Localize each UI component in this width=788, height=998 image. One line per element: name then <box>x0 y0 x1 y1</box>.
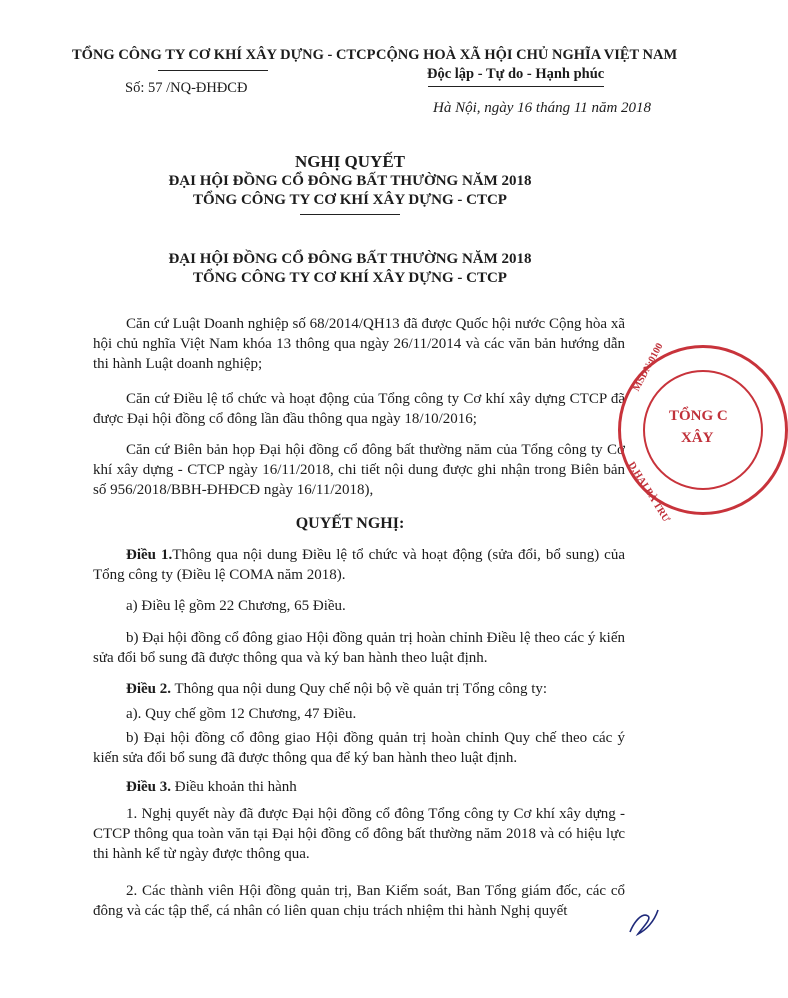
seal-text-top: MSDN:0100 <box>631 341 666 394</box>
signature-initial-mark <box>624 902 664 942</box>
doc-number: Số: 57 /NQ-ĐHĐCĐ <box>125 80 248 96</box>
issuer-line-1: ĐẠI HỘI ĐỒNG CỔ ĐÔNG BẤT THƯỜNG NĂM 2018 <box>168 251 532 267</box>
document-title: NGHỊ QUYẾT <box>294 152 406 171</box>
country-name: CỘNG HOÀ XÃ HỘI CHỦ NGHĨA VIỆT NAM <box>376 47 678 63</box>
article-2-text: Thông qua nội dung Quy chế nội bộ về quản trị Tổng công ty: <box>174 681 548 697</box>
org-name-underline <box>158 70 268 71</box>
company-seal <box>618 341 788 525</box>
motto-underline <box>428 86 604 87</box>
motto: Độc lập - Tự do - Hạnh phúc <box>427 66 605 82</box>
place-date: Hà Nội, ngày 16 tháng 11 năm 2018 <box>433 100 652 116</box>
preamble-paragraph-2: Căn cứ Điều lệ tổ chức và hoạt động của Tổng công ty Cơ khí xây dựng CTCP đã được Đại hội đồng cổ đông lần đầu thông qua ngày 18/10/2016; <box>93 391 625 427</box>
article-2-item-b: b) Đại hội đồng cổ đông giao Hội đồng quản trị hoàn chỉnh Quy chế theo các ý kiến sửa đổi bổ sung đã được thông qua để ký ban hành theo luật định. <box>93 730 625 766</box>
resolution-heading: QUYẾT NGHỊ: <box>295 515 405 532</box>
article-3 <box>93 777 625 797</box>
org-name: TỔNG CÔNG TY CƠ KHÍ XÂY DỰNG - CTCP <box>72 47 376 63</box>
article-1-text: Thông qua nội dung Điều lệ tổ chức và hoạt động (sửa đổi, bổ sung) của Tổng công ty (Điều lệ COMA năm 2018). <box>93 547 625 583</box>
seal-text-inner-1: TỔNG C <box>669 408 728 424</box>
article-1-item-a: a) Điều lệ gồm 22 Chương, 65 Điều. <box>126 598 346 614</box>
article-2 <box>93 679 625 699</box>
seal-text-inner-2: XÂY <box>681 430 714 446</box>
article-3-clause-2: 2. Các thành viên Hội đồng quản trị, Ban Kiểm soát, Ban Tổng giám đốc, các cổ đông và các tập thể, cá nhân có liên quan chịu trách nhiệm thi hành Nghị quyết <box>93 883 625 919</box>
issuer-line-2: TỔNG CÔNG TY CƠ KHÍ XÂY DỰNG - CTCP <box>193 270 507 286</box>
preamble-paragraph-3: Căn cứ Biên bản họp Đại hội đồng cổ đông bất thường năm của Tổng công ty Cơ khí xây dựng - CTCP ngày 16/11/2018, chi tiết nội dung được ghi nhận trong Biên bản số 956/2018/BBH-ĐHĐCĐ ngày 16/11/2018), <box>93 442 625 498</box>
article-1-label: Điều 1. <box>126 547 173 563</box>
article-2-label: Điều 2. <box>126 681 171 697</box>
seal-text-bottom: D.HAI BÀ TRƯ <box>625 460 672 525</box>
article-2-item-a: a). Quy chế gồm 12 Chương, 47 Điều. <box>126 706 357 722</box>
article-3-clause-1: 1. Nghị quyết này đã được Đại hội đồng cổ đông Tổng công ty Cơ khí xây dựng - CTCP thông qua toàn văn tại Đại hội đồng cổ đông bất thường năm 2018 và có hiệu lực thi hành kể từ ngày được thông qua. <box>93 806 625 862</box>
article-3-text: Điều khoản thi hành <box>174 779 297 795</box>
preamble-paragraph-1: Căn cứ Luật Doanh nghiệp số 68/2014/QH13 đã được Quốc hội nước Cộng hòa xã hội chủ nghĩa Việt Nam khóa 13 thông qua ngày 26/11/2014 và các văn bản hướng dẫn thi hành Luật doanh nghiệp; <box>93 316 625 372</box>
title-subline-1: ĐẠI HỘI ĐỒNG CỔ ĐÔNG BẤT THƯỜNG NĂM 2018 <box>168 173 532 189</box>
title-underline <box>300 214 400 215</box>
title-subline-2: TỔNG CÔNG TY CƠ KHÍ XÂY DỰNG - CTCP <box>193 192 507 208</box>
article-3-label: Điều 3. <box>126 779 171 795</box>
article-1 <box>93 545 625 585</box>
article-1-item-b: b) Đại hội đồng cổ đông giao Hội đồng quản trị hoàn chỉnh Điều lệ theo các ý kiến sửa đổi bổ sung đã được thông qua và ký ban hành theo luật định. <box>93 630 625 666</box>
